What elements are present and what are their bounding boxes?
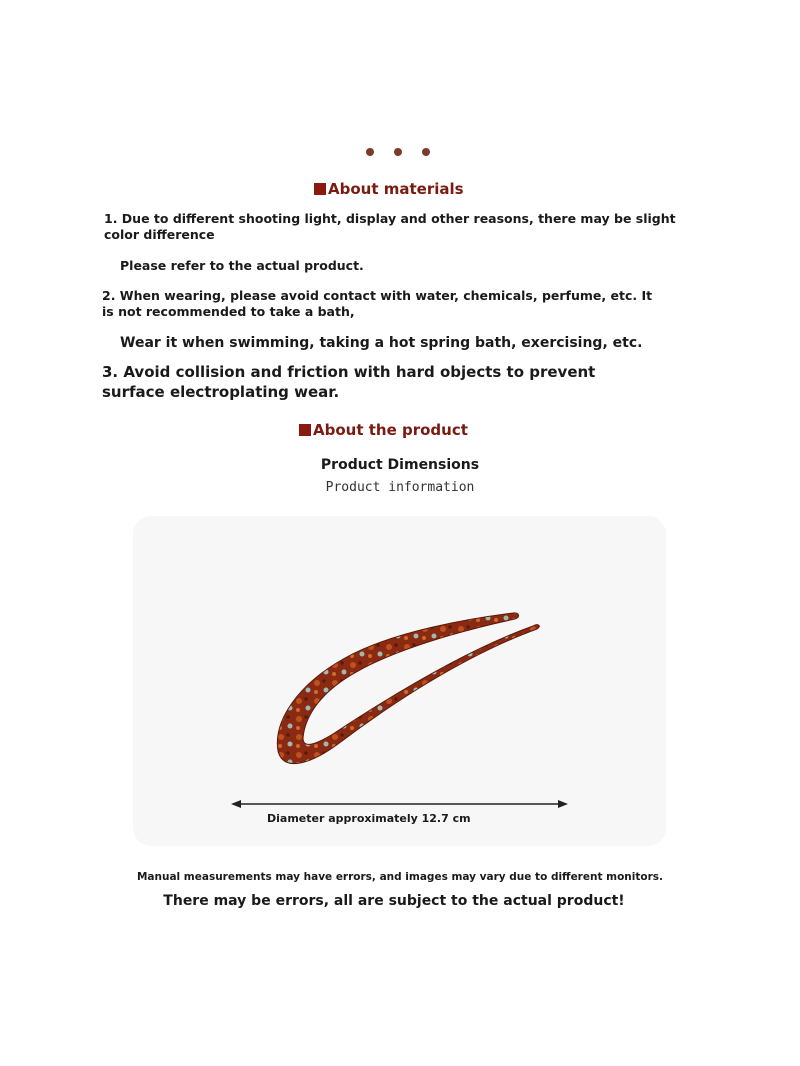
materials-item-1: 1. Due to different shooting light, display and other reasons, there may be slight color difference: [104, 211, 676, 243]
square-bullet-icon: [314, 183, 326, 195]
product-dimensions-title: Product Dimensions: [320, 457, 480, 473]
materials-item-3: 3. Avoid collision and friction with hard objects to prevent surface electroplating wear.: [102, 363, 596, 401]
disclaimer: There may be errors, all are subject to the actual product!: [163, 893, 625, 909]
diameter-label: Diameter approximately 12.7 cm: [267, 812, 471, 825]
dot: [366, 148, 374, 156]
materials-item-2: 2. When wearing, please avoid contact with water, chemicals, perfume, etc. It is not recommended to take a bath,: [102, 288, 653, 320]
decorative-dots: [366, 148, 436, 158]
arrow-right-icon: [558, 800, 568, 808]
dot: [394, 148, 402, 156]
square-bullet-icon: [299, 424, 311, 436]
materials-heading: [314, 180, 464, 198]
materials-heading-text: About materials: [328, 180, 464, 198]
measurement-note: Manual measurements may have errors, and images may vary due to different monitors.: [136, 871, 664, 883]
materials-item-1-note: Please refer to the actual product.: [120, 258, 364, 273]
arrow-left-icon: [231, 800, 241, 808]
hairpin-illustration: [133, 516, 666, 846]
product-heading-text: About the product: [313, 421, 468, 439]
product-info-subtitle: Product information: [325, 480, 475, 495]
dot: [422, 148, 430, 156]
product-image-card: [133, 516, 666, 846]
hairpin-shape: [277, 613, 539, 764]
materials-item-2-note: Wear it when swimming, taking a hot spring bath, exercising, etc.: [120, 335, 643, 351]
product-heading: [299, 421, 468, 439]
